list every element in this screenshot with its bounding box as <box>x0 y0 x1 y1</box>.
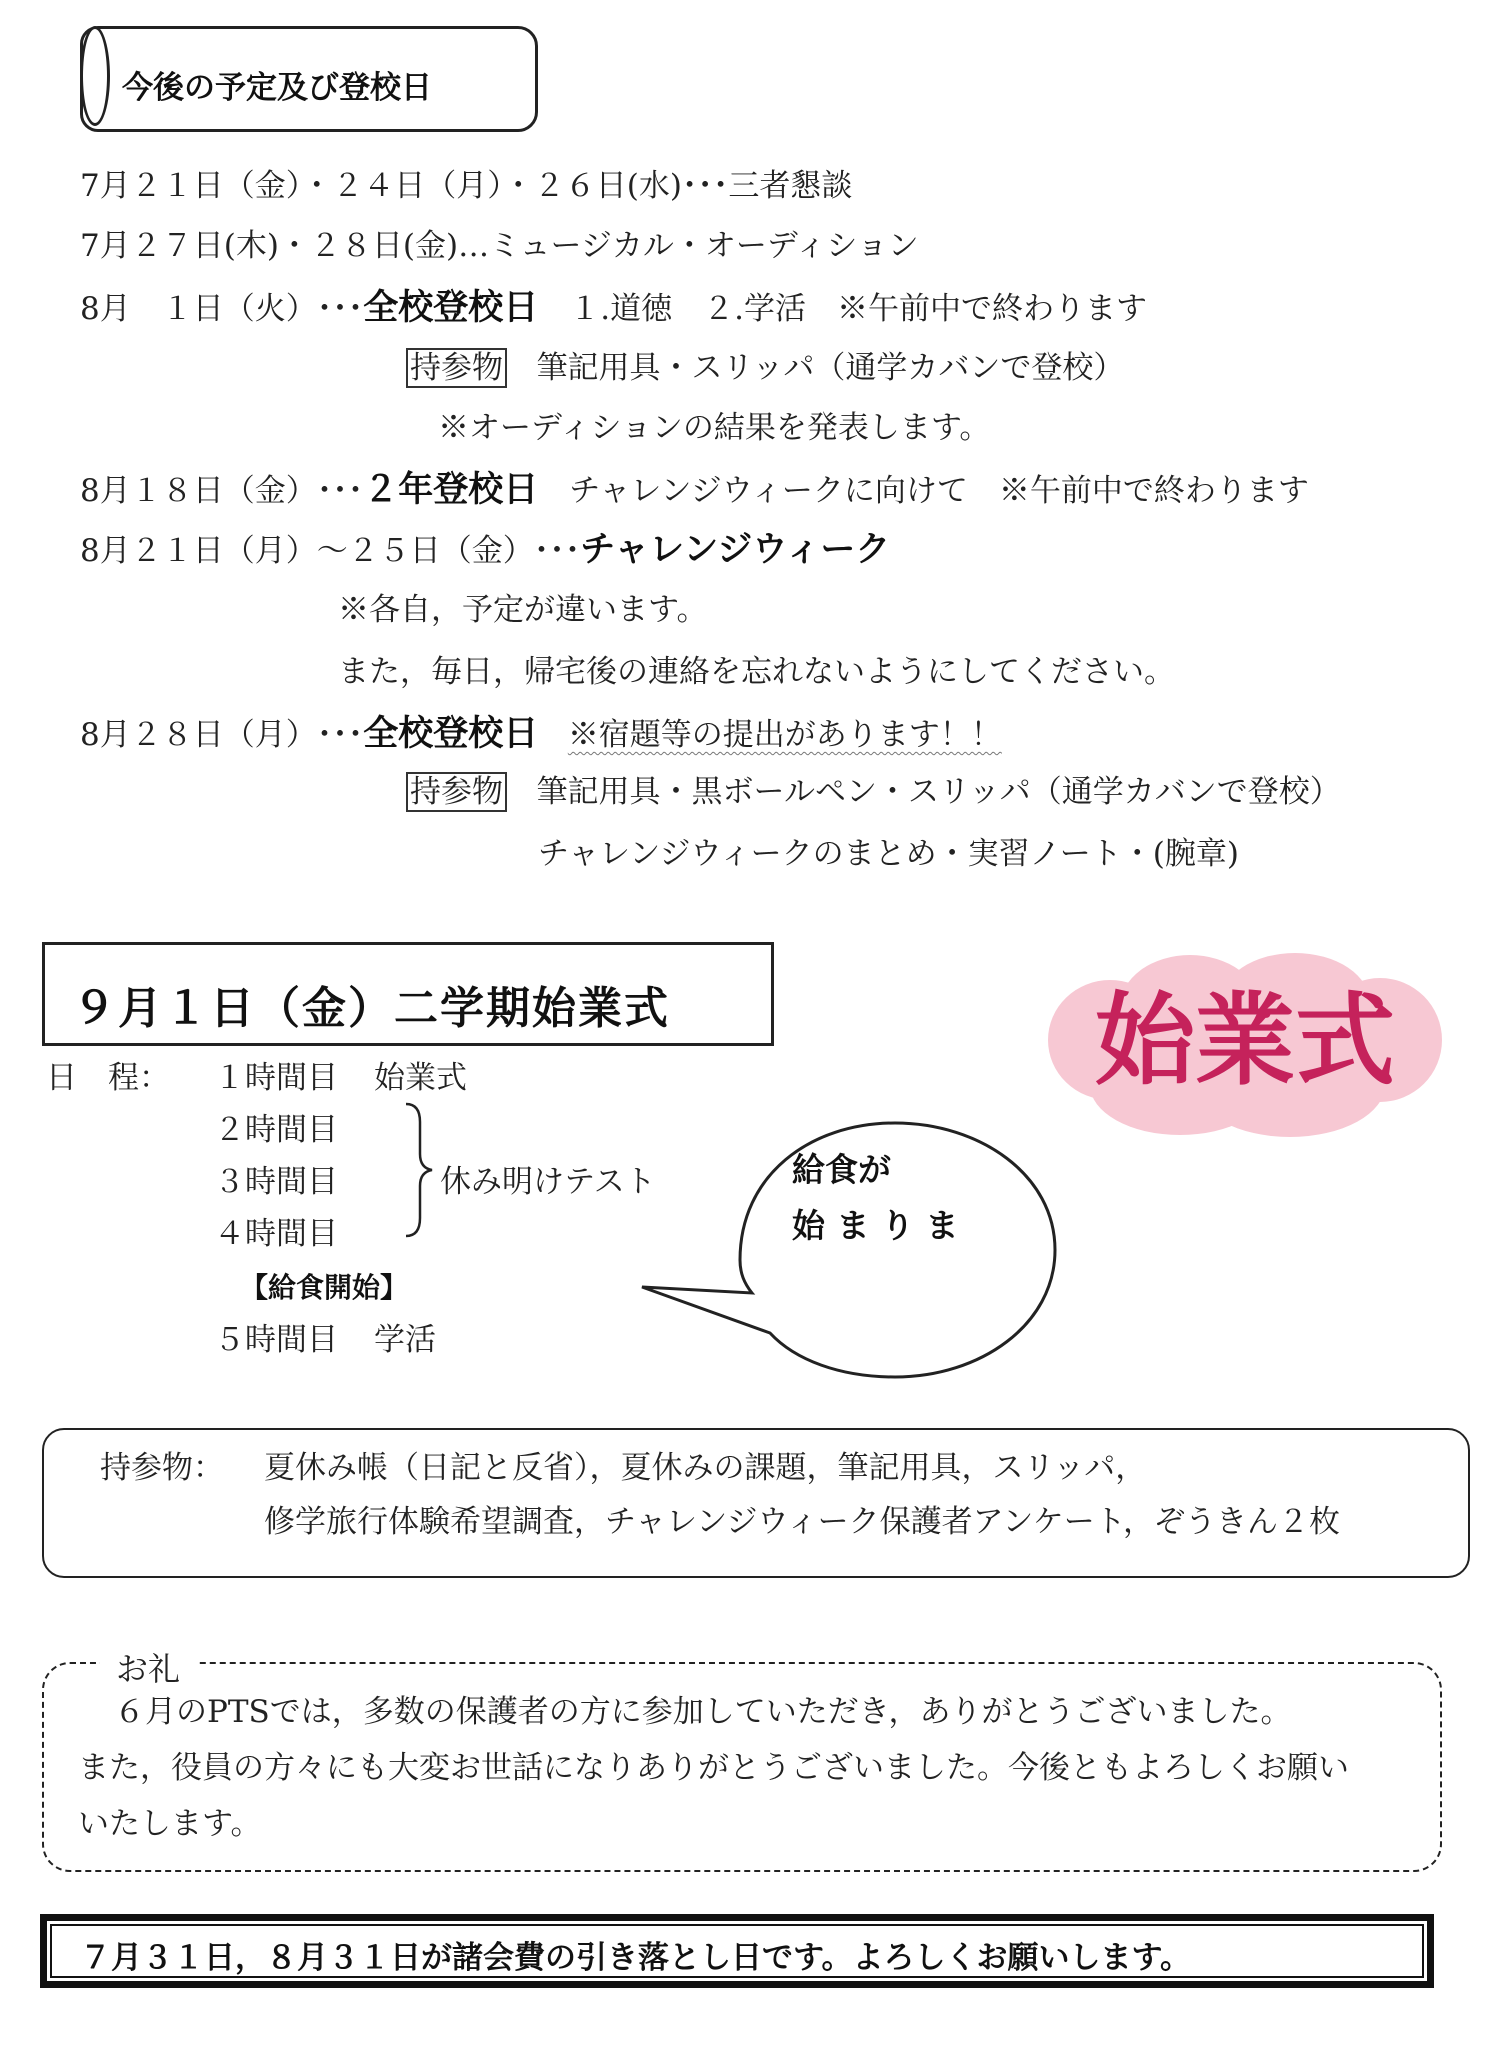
schedule-line <box>80 714 1002 755</box>
fee-notice-text: ７月３１日，８月３１日が諸会費の引き落とし日です。よろしくお願いします。 <box>80 1940 1192 1976</box>
schedule-line: また，毎日，帰宅後の連絡を忘れないようにしてください。 <box>338 654 1175 690</box>
schedule-highlight: ２年登校日 <box>363 470 539 510</box>
schedule-line <box>80 470 1309 511</box>
schedule-line <box>80 288 1147 329</box>
curly-bracket <box>400 1100 440 1240</box>
thanks-line: いたします。 <box>78 1806 262 1842</box>
schedule-highlight: 全校登校日 <box>363 288 539 328</box>
logo-text: 始業式 <box>1095 982 1395 1099</box>
thanks-line: また，役員の方々にも大変お世話になりありがとうございました。今後ともよろしくお願い <box>78 1750 1349 1786</box>
schedule-line: 7月２１日（金）・２４日（月）・２６日(水)･･･三者懇談 <box>80 168 853 204</box>
items-line: 夏休み帳（日記と反省），夏休みの課題，筆記用具，スリッパ， <box>264 1450 1147 1486</box>
schedule-date: 8月２８日（月）･･･ <box>80 717 364 753</box>
opening-ceremony-logo <box>1040 945 1450 1145</box>
timetable-period: ４時間目 <box>214 1216 338 1252</box>
schedule-detail: １.道徳 ２.学活 ※午前中で終わります <box>538 291 1147 327</box>
items-label: 持参物： <box>100 1450 224 1486</box>
schedule-line <box>80 530 890 571</box>
items-label-box: 持参物 <box>406 772 507 812</box>
schedule-line: チャレンジウィークのまとめ・実習ノート・(腕章) <box>538 836 1239 872</box>
schedule-detail: チャレンジウィークに向けて ※午前中で終わります <box>538 473 1309 509</box>
section-title-schedule: 今後の予定及び登校日 <box>122 70 432 106</box>
timetable-label: 日 程： <box>46 1060 170 1096</box>
schedule-line <box>406 348 1124 388</box>
bubble-text: 給食が <box>792 1150 891 1189</box>
schedule-highlight: チャレンジウィーク <box>580 530 891 570</box>
timetable-period: ３時間目 <box>214 1164 338 1200</box>
timetable-activity: 学活 <box>374 1322 436 1358</box>
lunch-start-label: 【給食開始】 <box>240 1271 409 1304</box>
schedule-detail: 筆記用具・黒ボールペン・スリッパ（通学カバンで登校） <box>536 774 1341 810</box>
schedule-detail: ※宿題等の提出があります！！ <box>567 717 1002 753</box>
timetable-period: １時間目 <box>214 1060 338 1096</box>
timetable-period: ５時間目 <box>214 1322 338 1358</box>
timetable-activity: 始業式 <box>374 1060 467 1096</box>
schedule-date: 8月１８日（金）･･･ <box>80 473 364 509</box>
schedule-line: ※オーディションの結果を発表します。 <box>438 410 991 446</box>
bubble-text: 始 ま り ま <box>792 1206 959 1245</box>
scroll-curl-decoration <box>80 26 110 126</box>
schedule-detail: 筆記用具・スリッパ（通学カバンで登校） <box>536 350 1125 386</box>
thanks-line: ６月のPTSでは，多数の保護者の方に参加していただき，ありがとうございました。 <box>114 1694 1292 1730</box>
thanks-heading: お礼 <box>100 1644 196 1690</box>
timetable-activity: 休み明けテスト <box>440 1164 656 1200</box>
schedule-highlight: 全校登校日 <box>363 714 539 754</box>
timetable-period: ２時間目 <box>214 1112 338 1148</box>
schedule-date: 8月 １日（火）･･･ <box>80 291 364 327</box>
items-line: 修学旅行体験希望調査，チャレンジウィーク保護者アンケート，ぞうきん２枚 <box>264 1504 1341 1540</box>
schedule-date: 8月２１日（月）～２５日（金）･･･ <box>80 533 581 569</box>
schedule-line: ※各自，予定が違います。 <box>338 592 708 628</box>
schedule-line: 7月２７日(木)・２８日(金)…ミュージカル・オーディション <box>80 228 919 264</box>
section-title-ceremony: ９月１日（金）二学期始業式 <box>72 983 670 1034</box>
items-label-box: 持参物 <box>406 348 507 388</box>
schedule-line <box>406 772 1341 812</box>
